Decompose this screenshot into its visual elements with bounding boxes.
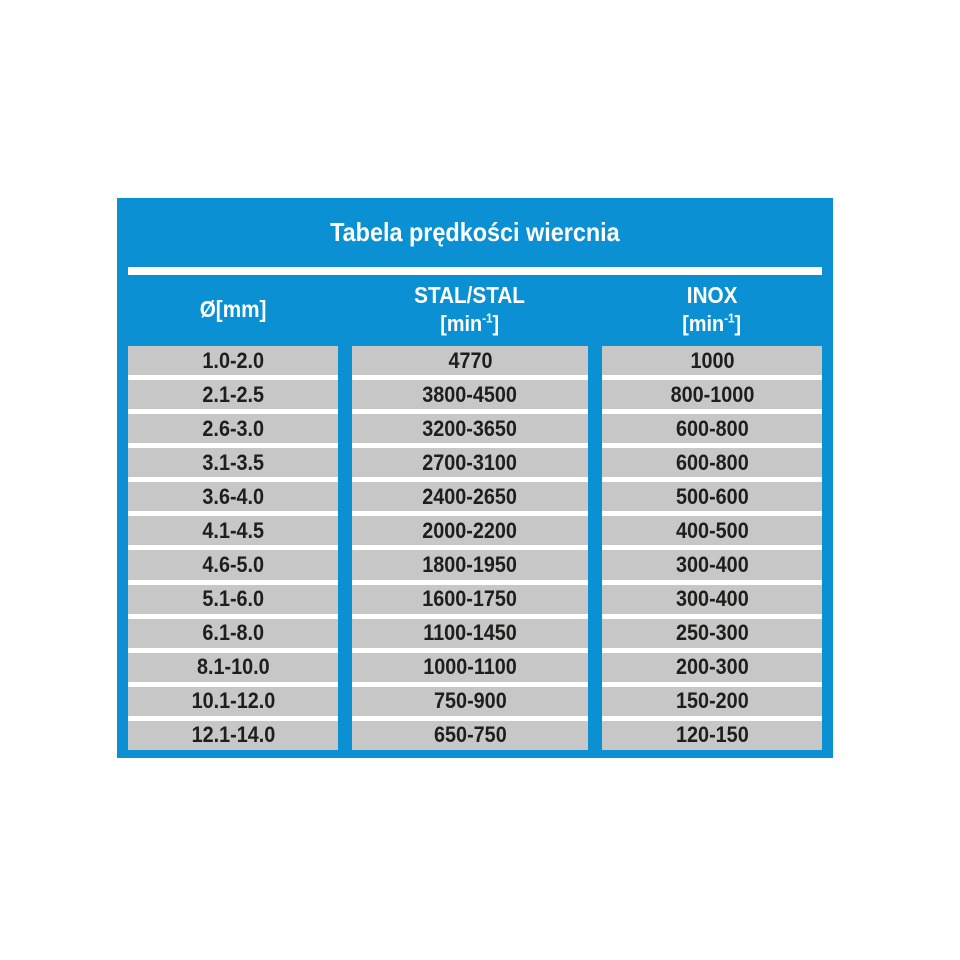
column-header-inox	[602, 281, 822, 337]
stal-header-label: STAL/STAL	[414, 281, 526, 308]
diameter-column	[128, 346, 338, 750]
table-cell: 300-400	[602, 550, 822, 579]
table-cell: 1000	[602, 346, 822, 375]
table-cell: 400-500	[602, 516, 822, 545]
table-cell: 3.1-3.5	[128, 448, 338, 477]
table-cell: 4770	[352, 346, 588, 375]
table-cell: 800-1000	[602, 380, 822, 409]
inox-header-label: INOX	[686, 281, 738, 308]
column-header-stal	[352, 281, 588, 337]
table-cell: 600-800	[602, 448, 822, 477]
table-cell: 6.1-8.0	[128, 619, 338, 648]
inox-header-unit: $[\min^{-1}]$	[682, 310, 742, 336]
table-cell: 1000-1100	[352, 653, 588, 682]
table-cell: 600-800	[602, 414, 822, 443]
title-divider	[128, 267, 822, 275]
table-header-row	[117, 275, 833, 343]
table-cell: 120-150	[602, 721, 822, 750]
table-cell: 3200-3650	[352, 414, 588, 443]
table-cell: 2700-3100	[352, 448, 588, 477]
drilling-speed-table-card	[117, 198, 833, 758]
table-body	[117, 346, 833, 750]
stal-column	[352, 346, 588, 750]
table-cell: 3.6-4.0	[128, 482, 338, 511]
table-cell: 2400-2650	[352, 482, 588, 511]
table-cell: 3800-4500	[352, 380, 588, 409]
diameter-header-label: Ø[mm]	[199, 295, 267, 322]
table-cell: 750-900	[352, 687, 588, 716]
table-cell: 2000-2200	[352, 516, 588, 545]
table-cell: 2.6-3.0	[128, 414, 338, 443]
table-title-row	[117, 198, 833, 267]
table-cell: 1100-1450	[352, 619, 588, 648]
table-cell: 1600-1750	[352, 585, 588, 614]
table-cell: 150-200	[602, 687, 822, 716]
table-cell: 1.0-2.0	[128, 346, 338, 375]
table-cell: 1800-1950	[352, 550, 588, 579]
table-cell: 4.1-4.5	[128, 516, 338, 545]
table-cell: 10.1-12.0	[128, 687, 338, 716]
table-cell: 250-300	[602, 619, 822, 648]
inox-column	[602, 346, 822, 750]
table-cell: 2.1-2.5	[128, 380, 338, 409]
column-header-diameter	[128, 295, 338, 324]
table-cell: 650-750	[352, 721, 588, 750]
table-cell: 5.1-6.0	[128, 585, 338, 614]
table-title: Tabela prędkości wiercnia	[330, 217, 620, 247]
table-cell: 300-400	[602, 585, 822, 614]
table-cell: 4.6-5.0	[128, 550, 338, 579]
table-cell: 8.1-10.0	[128, 653, 338, 682]
table-cell: 200-300	[602, 653, 822, 682]
table-cell: 500-600	[602, 482, 822, 511]
table-cell: 12.1-14.0	[128, 721, 338, 750]
stal-header-unit: $[\min^{-1}]$	[440, 310, 500, 336]
